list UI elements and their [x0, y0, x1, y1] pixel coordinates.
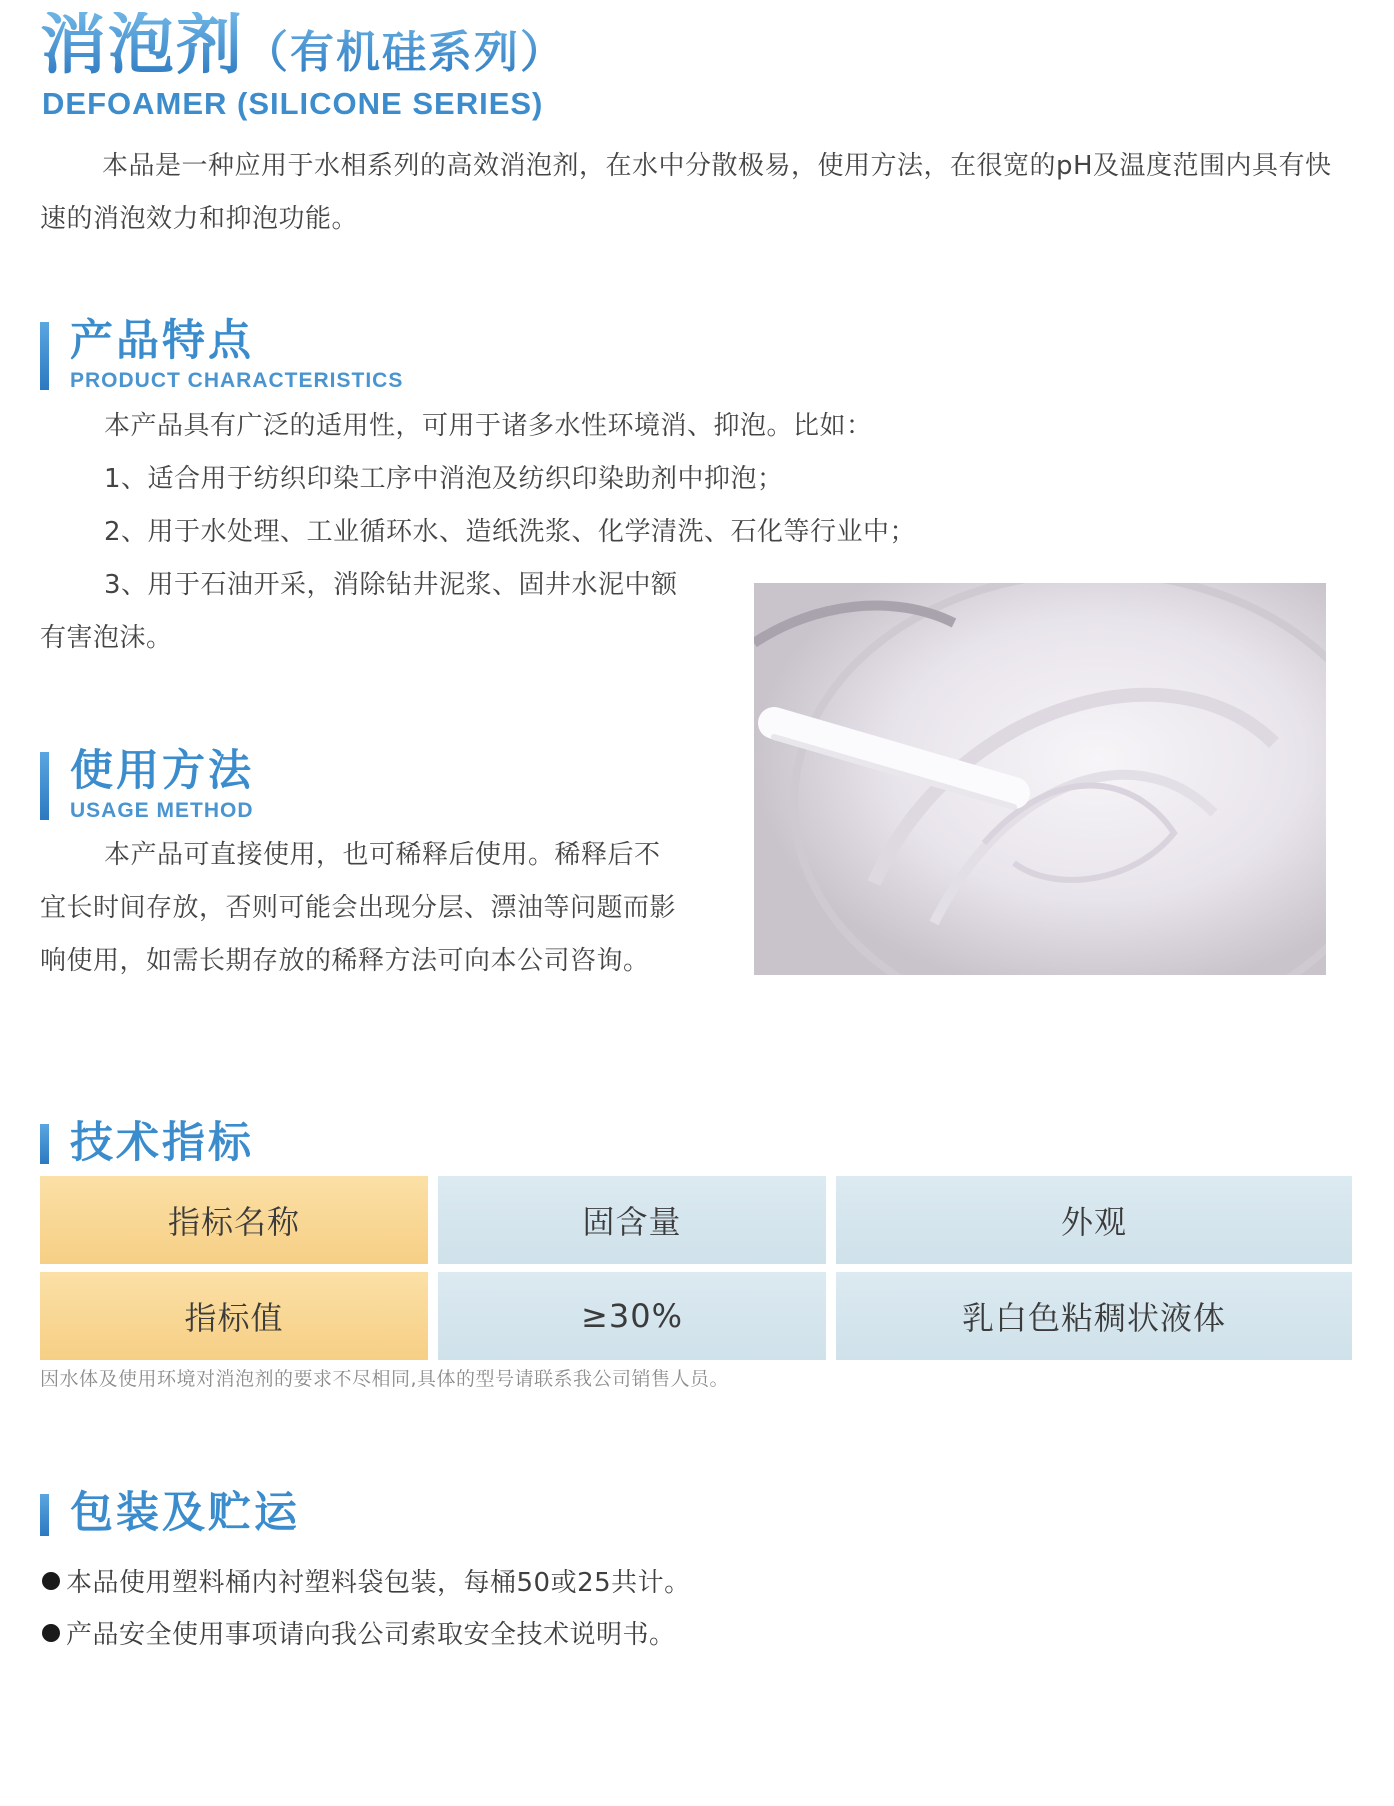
bullet-icon: [42, 1572, 60, 1590]
section-bar: [40, 1124, 49, 1164]
packaging-item: [42, 1614, 676, 1651]
page-title: [40, 6, 566, 83]
features-heading: 产品特点: [70, 316, 254, 366]
usage-line: 响使用，如需长期存放的稀释方法可向本公司咨询。: [40, 946, 650, 976]
packaging-item: [42, 1562, 691, 1599]
usage-heading-en: USAGE METHOD: [70, 799, 254, 822]
packaging-heading: 包装及贮运: [70, 1488, 300, 1538]
usage-line: 宜长时间存放，否则可能会出现分层、漂油等问题而影: [40, 893, 677, 923]
section-bar: [40, 322, 49, 390]
spec-header-appearance: 外观: [836, 1176, 1352, 1264]
section-bar: [40, 752, 49, 820]
defoamer-liquid-image: [754, 583, 1326, 975]
spec-value-label: 指标值: [40, 1272, 428, 1360]
features-intro: 本产品具有广泛的适用性，可用于诸多水性环境消、抑泡。比如：: [104, 411, 873, 441]
bullet-icon: [42, 1624, 60, 1642]
packaging-item-text: 本品使用塑料桶内衬塑料袋包装，每桶50或25共计。: [66, 1568, 691, 1598]
spec-value-solid: ≥30%: [438, 1272, 826, 1360]
feature-item: 2、用于水处理、工业循环水、造纸洗浆、化学清洗、石化等行业中；: [104, 517, 917, 547]
spec-header-name: 指标名称: [40, 1176, 428, 1264]
title-cn-sub: （有机硅系列）: [244, 27, 566, 78]
usage-line: 本产品可直接使用，也可稀释后使用。稀释后不: [104, 840, 661, 870]
title-cn: 消泡剂: [40, 6, 244, 83]
product-photo: [754, 583, 1326, 975]
specs-heading: 技术指标: [70, 1118, 254, 1168]
feature-item: 3、用于石油开采，消除钻井泥浆、固井水泥中额: [104, 570, 678, 600]
specs-table: [40, 1176, 1352, 1360]
features-heading-en: PRODUCT CHARACTERISTICS: [70, 369, 404, 392]
feature-item: 1、适合用于纺织印染工序中消泡及纺织印染助剂中抑泡；: [104, 464, 784, 494]
usage-heading: 使用方法: [70, 746, 254, 796]
section-bar: [40, 1494, 49, 1536]
spec-value-appearance: 乳白色粘稠状液体: [836, 1272, 1352, 1360]
feature-item: 有害泡沫。: [40, 623, 173, 653]
intro-paragraph: 本品是一种应用于水相系列的高效消泡剂，在水中分散极易，使用方法，在很宽的pH及温度范围内具有快速的消泡效力和抑泡功能。: [40, 151, 1332, 234]
specs-note: 因水体及使用环境对消泡剂的要求不尽相同,具体的型号请联系我公司销售人员。: [40, 1368, 730, 1390]
title-en: DEFOAMER (SILICONE SERIES): [42, 86, 544, 121]
spec-header-solid: 固含量: [438, 1176, 826, 1264]
packaging-item-text: 产品安全使用事项请向我公司索取安全技术说明书。: [66, 1620, 676, 1650]
